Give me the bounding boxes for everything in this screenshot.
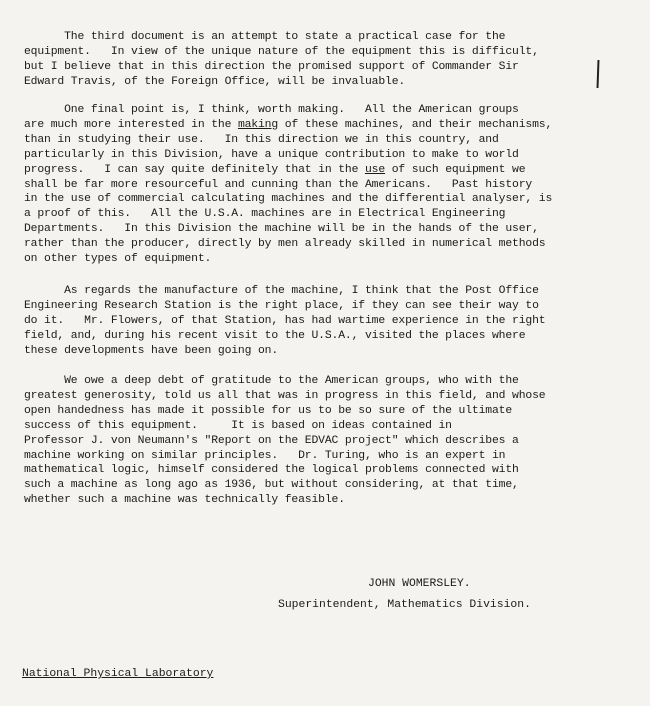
text-line: do it. Mr. Flowers, of that Station, has had wartime experience in the right [24, 314, 546, 327]
text-line: Departments. In this Division the machine will be in the hands of the user, [24, 223, 539, 236]
paragraph-gratitude [24, 374, 614, 508]
text-line: machine working on similar principles. Dr. Turing, who is an expert in [24, 449, 506, 462]
text-line: mathematical logic, himself considered the logical problems connected with [24, 464, 519, 477]
paragraph-third-document [24, 30, 614, 90]
text-segment: of these machines, and their mechanisms, [278, 118, 553, 131]
text-segment: progress. I can say quite definitely that in the [24, 163, 365, 176]
text-line: a proof of this. All the U.S.A. machines are in Electrical Engineering [24, 208, 506, 221]
text-line: equipment. In view of the unique nature of the equipment this is difficult, [24, 45, 539, 58]
text-line: shall be far more resourceful and cunning than the Americans. Past history [24, 178, 533, 191]
text-line: We owe a deep debt of gratitude to the American groups, who with the [24, 375, 519, 387]
signature-name: JOHN WOMERSLEY. [368, 578, 471, 590]
text-line: these developments have been going on. [24, 344, 279, 357]
text-line: but I believe that in this direction the promised support of Commander Sir [24, 60, 519, 73]
text-line: rather than the producer, directly by men already skilled in numerical methods [24, 238, 546, 251]
underlined-word-use: use [364, 163, 386, 176]
text-line: The third document is an attempt to state a practical case for the [24, 31, 506, 43]
paragraph-final-point [24, 103, 614, 267]
paragraph-manufacture [24, 284, 614, 359]
text-line: One final point is, I think, worth making. All the American groups [24, 104, 519, 116]
text-line: Professor J. von Neumann's "Report on the EDVAC project" which describes a [24, 434, 519, 447]
text-line: Edward Travis, of the Foreign Office, will be invaluable. [24, 75, 406, 88]
text-line: greatest generosity, told us all that was in progress in this field, and whose [24, 389, 546, 402]
text-line: field, and, during his recent visit to the U.S.A., visited the places where [24, 329, 526, 342]
text-line: such a machine as long ago as 1936, but without considering, at that time, [24, 479, 519, 492]
text-segment: of such equipment we [385, 163, 526, 176]
text-line: success of this equipment. It is based on ideas contained in [24, 419, 452, 432]
text-line [24, 163, 614, 178]
text-line: open handedness has made it possible for us to be so sure of the ultimate [24, 404, 513, 417]
text-line: on other types of equipment. [24, 253, 212, 266]
text-line [24, 118, 614, 133]
text-line: whether such a machine was technically feasible. [24, 494, 345, 507]
text-line: Engineering Research Station is the right place, if they can see their way to [24, 299, 539, 312]
text-line: than in studying their use. In this direction we in this country, and [24, 133, 499, 146]
text-segment: are much more interested in the [24, 118, 238, 131]
underlined-word-making: making [237, 118, 279, 131]
text-line: particularly in this Division, have a unique contribution to make to world [24, 148, 519, 161]
text-line: As regards the manufacture of the machine, I think that the Post Office [24, 285, 539, 297]
signature-title: Superintendent, Mathematics Division. [278, 599, 531, 611]
footer-institution: National Physical Laboratory [22, 668, 214, 680]
text-line: in the use of commercial calculating machines and the differential analyser, is [24, 193, 553, 206]
